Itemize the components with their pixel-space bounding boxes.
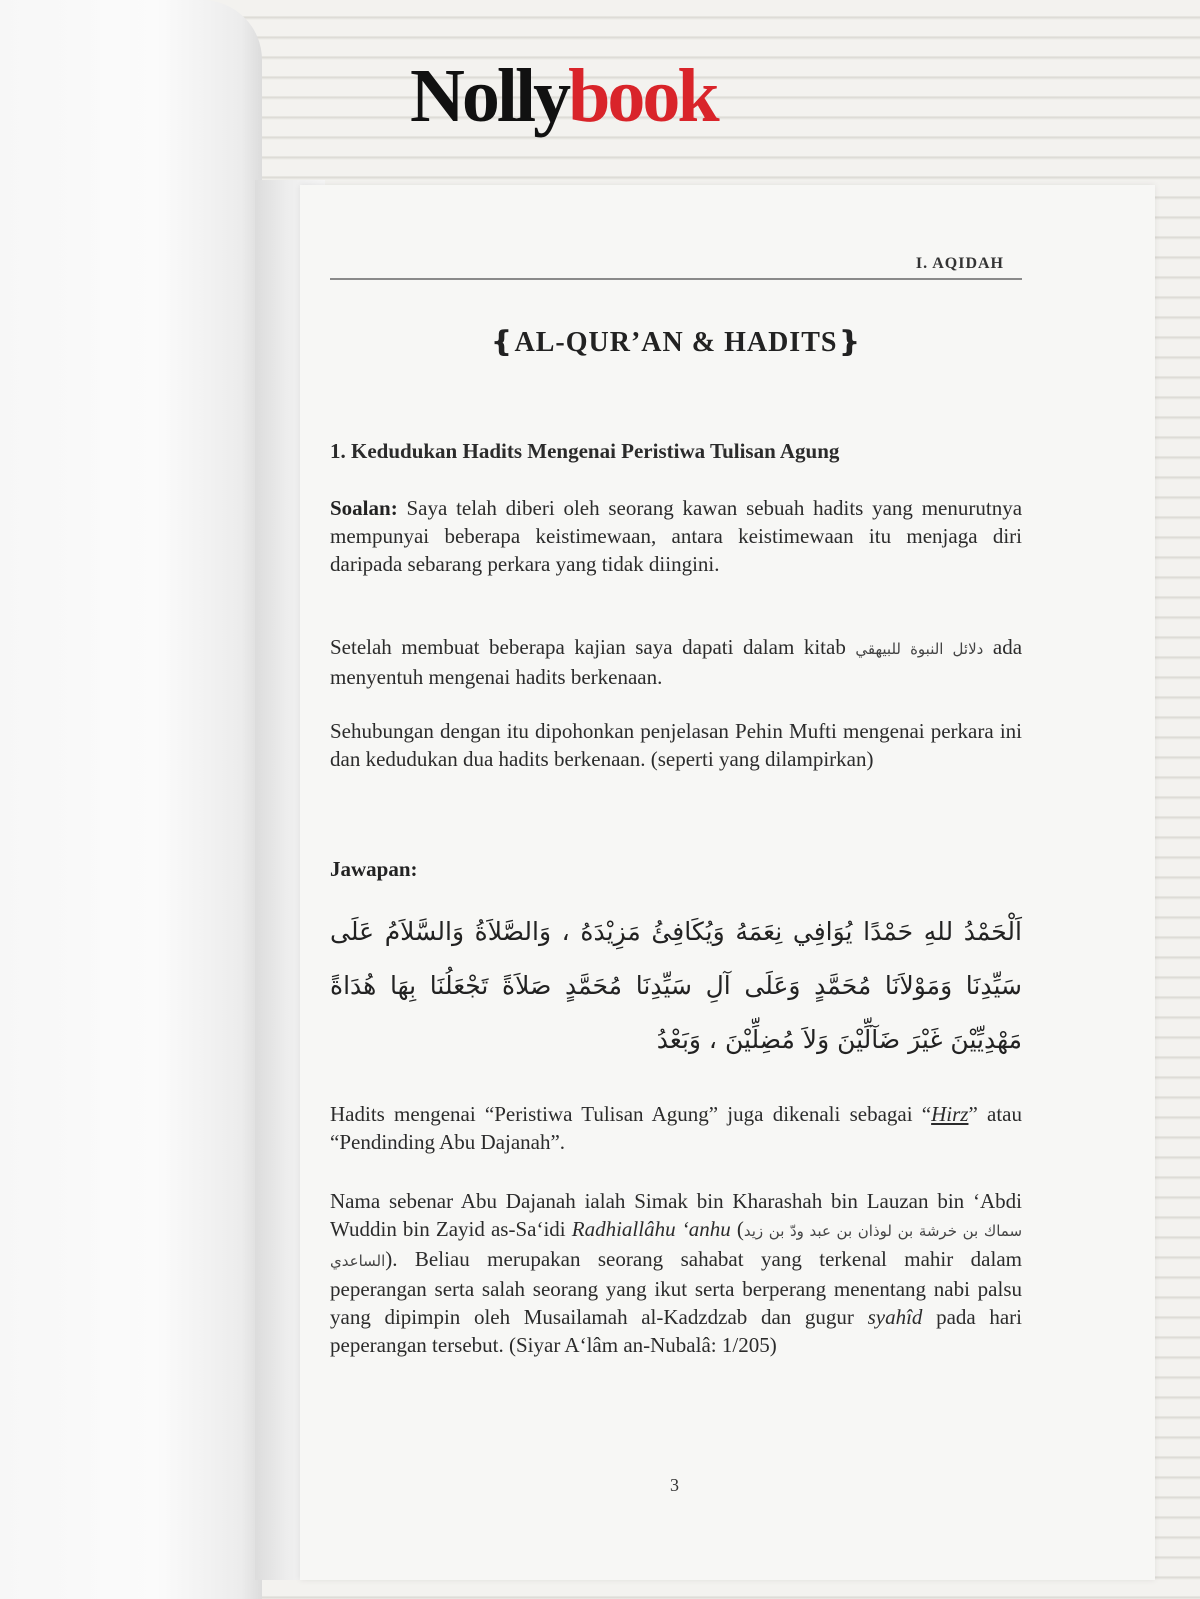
- para4-b: ” atau “Pendinding Abu Dajanah”.: [330, 1102, 1022, 1154]
- arabic-opening-prayer: اَلْحَمْدُ للهِ حَمْدًا يُوَافِي نِعَمَهُ وَيُكَافِئُ مَزِيْدَهُ ، وَالصَّلاَةُ وَالسَّلاَمُ عَلَى سَيِّدِنَا وَمَوْلاَنَا مُحَمَّدٍ وَعَلَى آلِ سَيِّدِنَا مُحَمَّدٍ صَلاَةً تَجْعَلُنَا بِهَا هُدَاةً مَهْدِيِّيْنَ غَيْرَ ضَآلِّيْنَ وَلاَ مُضِلِّيْنَ ، وَبَعْدُ: [330, 917, 1023, 1054]
- paragraph-request: Sehubungan dengan itu dipohonkan penjelasan Pehin Mufti mengenai perkara ini dan kedudukan dua hadits berkenaan. (seperti yang dilampirkan): [330, 719, 1022, 771]
- radhiallahu-term: Radhiallâhu ‘anhu: [571, 1217, 731, 1241]
- para5-b: ). Beliau merupakan seorang sahabat yang terkenal mahir dalam peperangan serta salah seorang yang ikut serta berperang menentang nabi palsu yang dipimpin oleh Musailamah al-Kadzdzab dan gugur: [330, 1247, 1022, 1329]
- header-rule: [330, 278, 1022, 280]
- question-text: Saya telah diberi oleh seorang kawan sebuah hadits yang menurutnya mempunyai beberapa keistimewaan, antara keistimewaan itu menjaga diri daripada sebarang perkara yang tidak diingini.: [330, 496, 1023, 576]
- paragraph-kitab: [330, 633, 1022, 691]
- question-paragraph: [330, 494, 1022, 578]
- para4-a: Hadits mengenai “Peristiwa Tulisan Agung” juga dikenali sebagai “: [330, 1102, 932, 1126]
- para5-a: Nama sebenar Abu Dajanah ialah Simak bin Kharashah bin Lauzan bin ‘Abdi Wuddin bin Zayid as-Sa‘idi: [330, 1189, 1022, 1241]
- page-number: 3: [670, 1475, 679, 1495]
- running-head: I. AQIDAH: [915, 255, 1004, 272]
- para5-paren: (: [736, 1217, 744, 1241]
- paragraph-abu-dajanah: [330, 1187, 1022, 1359]
- para2-before: Setelah membuat beberapa kajian saya dapati dalam kitab: [330, 635, 846, 659]
- answer-label: Jawapan:: [330, 857, 418, 881]
- chapter-title: ❴AL-QUR’AN & HADITS❵: [490, 327, 862, 358]
- arabic-name-lineage: سماك بن خرشة بن لوذان بن عبد ودّ بن زيد الساعدي: [330, 1222, 1023, 1270]
- logo-part-book: book: [568, 54, 717, 138]
- syahid-term: syahîd: [867, 1305, 923, 1329]
- question-label: Soalan:: [330, 496, 398, 520]
- para2-after: ada menyentuh mengenai hadits berkenaan.: [330, 635, 1023, 689]
- left-page-curl: [0, 0, 262, 1599]
- section-title: 1. Kedudukan Hadits Mengenai Peristiwa Tulisan Agung: [330, 439, 840, 463]
- arabic-kitab-title: دلائل النبوة للبيهقي: [855, 640, 984, 658]
- logo-part-nolly: Nolly: [410, 54, 569, 138]
- para5-c: pada hari peperangan tersebut. (Siyar A‘lâm an-Nubalâ: 1/205): [330, 1305, 1023, 1357]
- paragraph-hirz: [330, 1100, 1022, 1156]
- nollybook-logo: [410, 54, 717, 138]
- hirz-term: Hirz: [931, 1102, 969, 1126]
